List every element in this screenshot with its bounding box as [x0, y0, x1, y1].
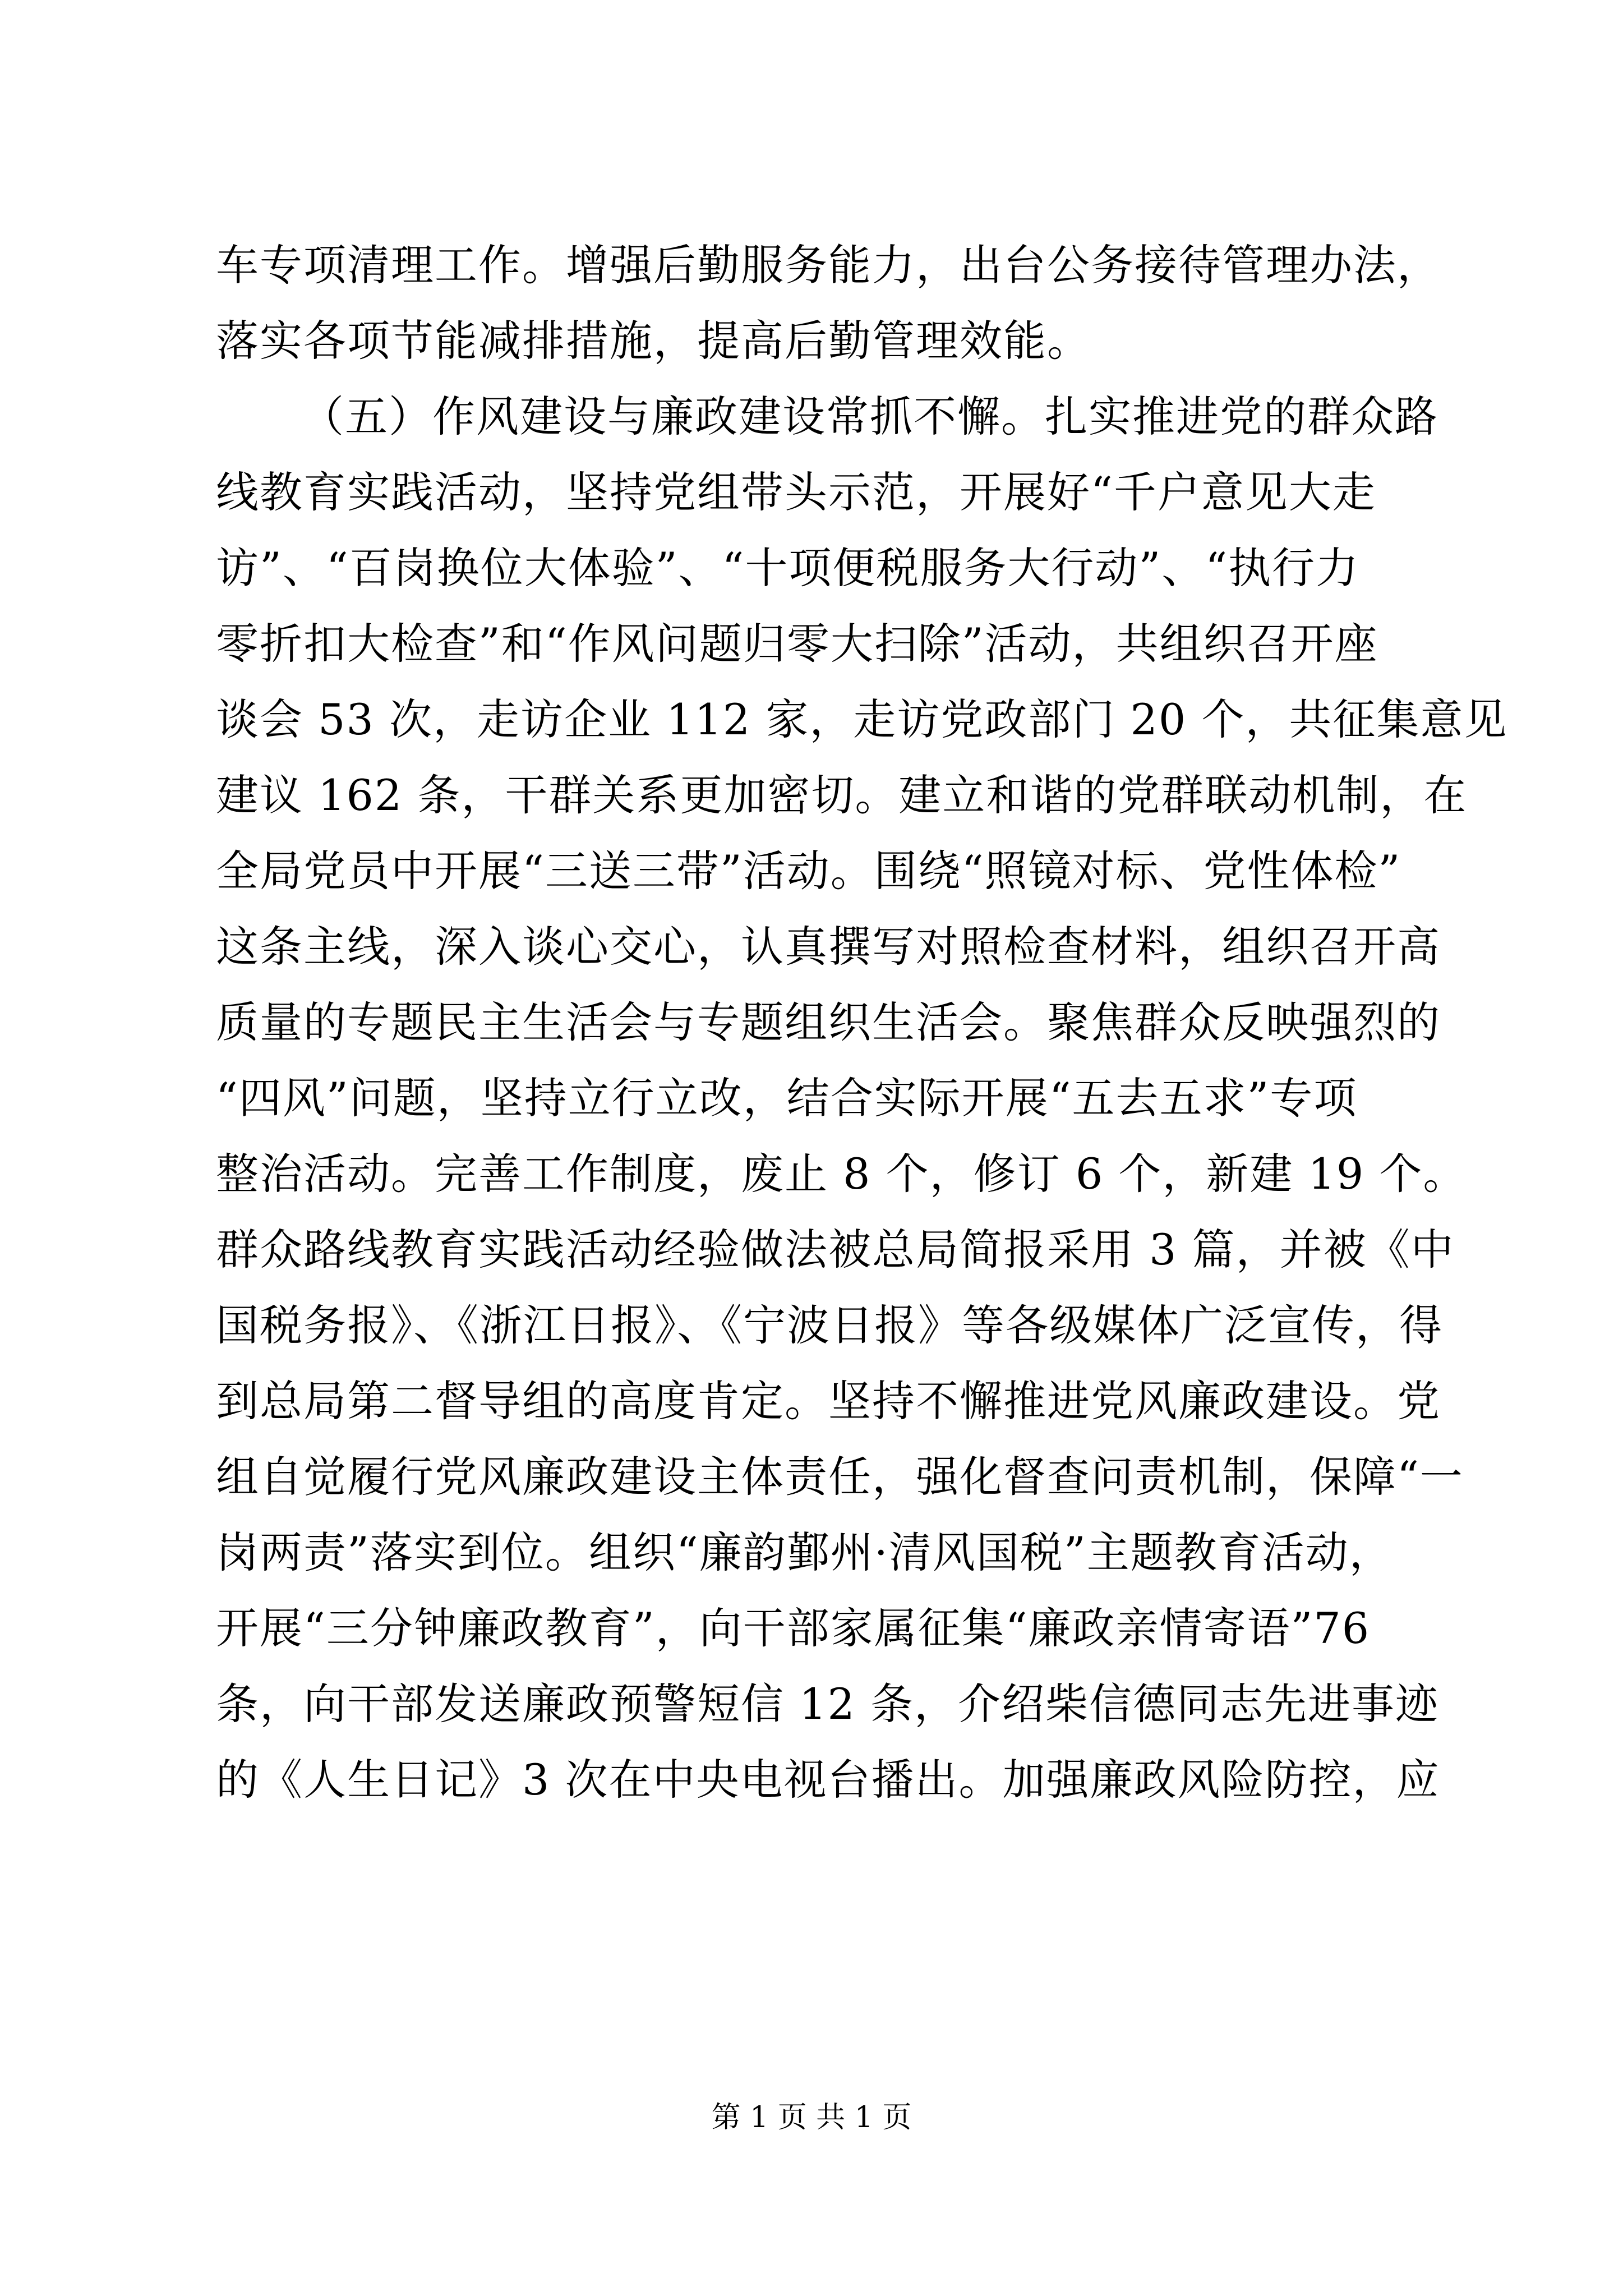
text-line: 的《人生日记》3 次在中央电视台播出。加强廉政风险防控，应 [216, 1755, 1440, 1805]
text-line: 零折扣大检查”和“作风问题归零大扫除”活动，共组织召开座 [216, 619, 1378, 669]
text-line: 整治活动。完善工作制度，废止 8 个，修订 6 个，新建 19 个。 [216, 1149, 1467, 1199]
section-heading-line: （五）作风建设与廉政建设常抓不懈。扎实推进党的群众路 [301, 392, 1438, 441]
text-line: 落实各项节能减排措施，提高后勤管理效能。 [216, 316, 1091, 366]
text-line: 岗两责”落实到位。组织“廉韵鄞州·清风国税”主题教育活动， [216, 1527, 1393, 1577]
text-line: 全局党员中开展“三送三带”活动。围绕“照镜对标、党性体检” [216, 846, 1401, 896]
page-footer [0, 2101, 1623, 2134]
text-line: 建议 162 条，干群关系更加密切。建立和谐的党群联动机制，在 [216, 770, 1468, 820]
text-line: 访”、“百岗换位大体验”、“十项便税服务大行动”、“执行力 [216, 543, 1360, 593]
text-line: 车专项清理工作。增强后勤服务能力，出台公务接待管理办法， [216, 240, 1441, 290]
text-line: 谈会 53 次，走访企业 112 家，走访党政部门 20 个，共征集意见 [216, 694, 1508, 744]
page-number-label: 第 1 页 共 1 页 [711, 2101, 912, 2134]
text-line: 国税务报》、《浙江日报》、《宁波日报》等各级媒体广泛宣传，得 [216, 1300, 1443, 1350]
text-line: 线教育实践活动，坚持党组带头示范，开展好“千户意见大走 [216, 467, 1376, 517]
text-line: 这条主线，深入谈心交心，认真撰写对照检查材料，组织召开高 [216, 922, 1441, 972]
text-line: 群众路线教育实践活动经验做法被总局简报采用 3 篇，并被《中 [216, 1225, 1455, 1274]
text-line: 条，向干部发送廉政预警短信 12 条，介绍柴信德同志先进事迹 [216, 1679, 1440, 1729]
text-line: 质量的专题民主生活会与专题组织生活会。聚焦群众反映强烈的 [216, 997, 1441, 1047]
text-line: 开展“三分钟廉政教育”，向干部家属征集“廉政亲情寄语”76 [216, 1603, 1371, 1653]
body-text [216, 227, 1508, 1818]
text-line: 组自觉履行党风廉政建设主体责任，强化督查问责机制，保障“一 [216, 1452, 1464, 1502]
text-line: 到总局第二督导组的高度肯定。坚持不懈推进党风廉政建设。党 [216, 1376, 1441, 1426]
text-line: “四风”问题，坚持立行立改，结合实际开展“五去五求”专项 [216, 1073, 1358, 1123]
